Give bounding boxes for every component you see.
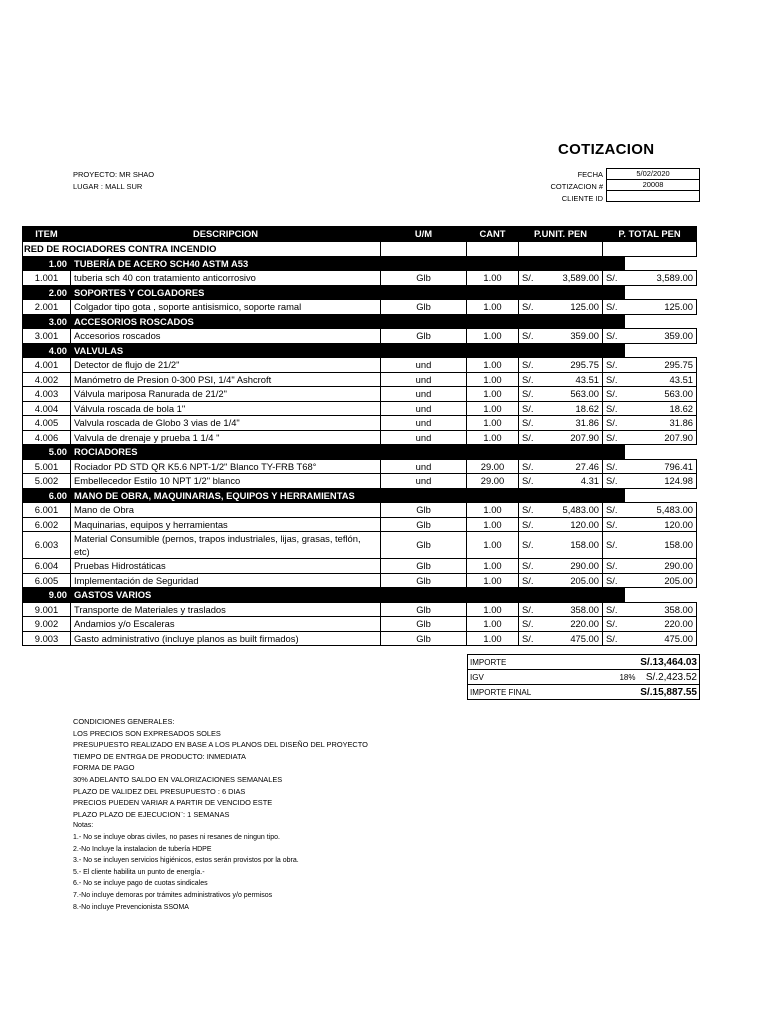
currency-symbol: S/. — [603, 271, 625, 286]
currency-symbol: S/. — [603, 517, 625, 532]
currency-symbol: S/. — [519, 573, 541, 588]
conditions-title: CONDICIONES GENERALES: — [73, 717, 175, 726]
section-code: 1.00 — [23, 256, 71, 271]
currency-symbol: S/. — [519, 430, 541, 445]
item-unit: und — [381, 430, 467, 445]
unit-price: 563.00 — [541, 387, 603, 402]
total-price: 207.90 — [625, 430, 697, 445]
section-code: 4.00 — [23, 343, 71, 358]
quote-number-value: 20008 — [607, 180, 700, 191]
currency-symbol: S/. — [519, 559, 541, 574]
item-quantity: 1.00 — [467, 532, 519, 559]
item-code: 6.004 — [23, 559, 71, 574]
currency-symbol: S/. — [519, 416, 541, 431]
section-empty-cell — [541, 343, 625, 358]
currency-symbol: S/. — [519, 459, 541, 474]
header-quantity: CANT — [467, 227, 519, 242]
currency-symbol: S/. — [519, 602, 541, 617]
unit-price: 120.00 — [541, 517, 603, 532]
document-title: COTIZACION — [558, 141, 655, 158]
unit-price: 358.00 — [541, 602, 603, 617]
condition-line: FORMA DE PAGO — [73, 763, 135, 773]
unit-price: 158.00 — [541, 532, 603, 559]
item-description: Maquinarias, equipos y herramientas — [71, 517, 381, 532]
item-code: 6.002 — [23, 517, 71, 532]
item-code: 4.003 — [23, 387, 71, 402]
quote-number-label: COTIZACION # — [550, 182, 603, 191]
total-price: 290.00 — [625, 559, 697, 574]
item-description: Gasto administrativo (incluye planos as built firmados) — [71, 631, 381, 646]
currency-symbol: S/. — [603, 416, 625, 431]
currency-symbol: S/. — [519, 372, 541, 387]
section-code: 2.00 — [23, 285, 71, 300]
section-empty-cell — [467, 343, 541, 358]
item-description: Transporte de Materiales y traslados — [71, 602, 381, 617]
section-empty-cell — [381, 285, 467, 300]
currency-symbol: S/. — [603, 573, 625, 588]
total-price: 796.41 — [625, 459, 697, 474]
totals-percent — [558, 685, 638, 700]
section-code: 5.00 — [23, 445, 71, 460]
condition-line: PRECIOS PUEDEN VARIAR A PARTIR DE VENCIDO ESTE — [73, 798, 273, 808]
section-row — [23, 343, 697, 358]
unit-price: 359.00 — [541, 329, 603, 344]
total-price: 3,589.00 — [625, 271, 697, 286]
section-empty-cell — [541, 285, 625, 300]
table-row — [23, 573, 697, 588]
totals-value: S/.13,464.03 — [638, 655, 700, 670]
unit-price: 27.46 — [541, 459, 603, 474]
item-description: Válvula mariposa Ranurada de 21/2" — [71, 387, 381, 402]
item-quantity: 1.00 — [467, 573, 519, 588]
currency-symbol: S/. — [603, 387, 625, 402]
item-description: Valvula roscada de Globo 3 vias de 1/4" — [71, 416, 381, 431]
item-description: Accesorios roscados — [71, 329, 381, 344]
table-row — [23, 617, 697, 632]
item-description: Manómetro de Presion 0-300 PSI, 1/4" Ashcroft — [71, 372, 381, 387]
item-code: 4.006 — [23, 430, 71, 445]
currency-symbol: S/. — [519, 271, 541, 286]
currency-symbol: S/. — [519, 517, 541, 532]
item-code: 6.005 — [23, 573, 71, 588]
item-description: Rociador PD STD QR K5.6 NPT-1/2" Blanco TY-FRB T68° — [71, 459, 381, 474]
condition-line: LOS PRECIOS SON EXPRESADOS SOLES — [73, 728, 221, 738]
item-unit: Glb — [381, 617, 467, 632]
item-unit: und — [381, 474, 467, 489]
unit-price: 205.00 — [541, 573, 603, 588]
currency-symbol: S/. — [519, 532, 541, 559]
currency-symbol: S/. — [519, 401, 541, 416]
quote-meta-labels — [520, 169, 603, 205]
item-code: 2.001 — [23, 300, 71, 315]
main-section-title: RED DE ROCIADORES CONTRA INCENDIO — [23, 242, 381, 257]
item-code: 4.005 — [23, 416, 71, 431]
section-empty-cell — [467, 256, 541, 271]
totals-percent — [558, 655, 638, 670]
total-price: 220.00 — [625, 617, 697, 632]
total-price: 158.00 — [625, 532, 697, 559]
item-code: 4.001 — [23, 358, 71, 373]
total-price: 205.00 — [625, 573, 697, 588]
note-line: 3.- No se incluyen servicios higiénicos, estos serán provistos por la obra. — [73, 857, 299, 865]
section-empty-cell — [467, 488, 541, 503]
condition-line: 30% ADELANTO SALDO EN VALORIZACIONES SEMANALES — [73, 774, 283, 784]
item-description: tuberia sch 40 con tratamiento anticorrosivo — [71, 271, 381, 286]
unit-price: 43.51 — [541, 372, 603, 387]
main-section-row — [23, 242, 697, 257]
condition-line: PRESUPUESTO REALIZADO EN BASE A LOS PLANOS DEL DISEÑO DEL PROYECTO — [73, 740, 368, 750]
section-empty-cell — [541, 488, 625, 503]
section-row — [23, 445, 697, 460]
item-description: Mano de Obra — [71, 503, 381, 518]
item-quantity: 1.00 — [467, 517, 519, 532]
condition-line: PLAZO DE VALIDEZ DEL PRESUPUESTO : 6 DIAS — [73, 786, 246, 796]
section-name: TUBERÍA DE ACERO SCH40 ASTM A53 — [71, 256, 381, 271]
quote-items-table — [22, 226, 697, 646]
table-row — [23, 329, 697, 344]
currency-symbol: S/. — [519, 474, 541, 489]
note-line: 2.-No Incluye la instalacion de tubería HDPE — [73, 845, 212, 853]
item-quantity: 1.00 — [467, 430, 519, 445]
total-price: 124.98 — [625, 474, 697, 489]
general-conditions — [73, 716, 368, 913]
item-description: Colgador tipo gota , soporte antisismico, soporte ramal — [71, 300, 381, 315]
section-row — [23, 256, 697, 271]
currency-symbol: S/. — [519, 631, 541, 646]
item-description: Pruebas Hidrostáticas — [71, 559, 381, 574]
total-price: 475.00 — [625, 631, 697, 646]
note-line: 6.- No se incluye pago de cuotas sindicales — [73, 880, 208, 888]
total-price: 295.75 — [625, 358, 697, 373]
totals-box — [467, 654, 700, 700]
currency-symbol: S/. — [603, 602, 625, 617]
section-row — [23, 314, 697, 329]
currency-symbol: S/. — [603, 559, 625, 574]
table-row — [23, 559, 697, 574]
section-code: 6.00 — [23, 488, 71, 503]
item-unit: Glb — [381, 602, 467, 617]
item-code: 3.001 — [23, 329, 71, 344]
item-unit: und — [381, 372, 467, 387]
currency-symbol: S/. — [603, 358, 625, 373]
section-name: ROCIADORES — [71, 445, 381, 460]
total-price: 43.51 — [625, 372, 697, 387]
item-unit: und — [381, 459, 467, 474]
item-quantity: 1.00 — [467, 401, 519, 416]
item-quantity: 29.00 — [467, 459, 519, 474]
totals-label: IGV — [468, 670, 558, 685]
date-value: 5/02/2020 — [607, 169, 700, 180]
totals-row — [468, 685, 700, 700]
section-name: ACCESORIOS ROSCADOS — [71, 314, 381, 329]
currency-symbol: S/. — [603, 372, 625, 387]
unit-price: 4.31 — [541, 474, 603, 489]
unit-price: 18.62 — [541, 401, 603, 416]
table-row — [23, 416, 697, 431]
section-empty-cell — [541, 256, 625, 271]
section-empty-cell — [381, 488, 467, 503]
item-code: 6.001 — [23, 503, 71, 518]
location-label: LUGAR : MALL SUR — [73, 182, 143, 191]
currency-symbol: S/. — [603, 631, 625, 646]
section-code: 3.00 — [23, 314, 71, 329]
unit-price: 290.00 — [541, 559, 603, 574]
item-quantity: 1.00 — [467, 358, 519, 373]
item-description: Detector de flujo de 21/2" — [71, 358, 381, 373]
unit-price: 475.00 — [541, 631, 603, 646]
table-row — [23, 372, 697, 387]
totals-label: IMPORTE — [468, 655, 558, 670]
item-description: Andamios y/o Escaleras — [71, 617, 381, 632]
total-price: 125.00 — [625, 300, 697, 315]
condition-line: TIEMPO DE ENTRGA DE PRODUCTO: INMEDIATA — [73, 751, 246, 761]
item-description: Implementación de Seguridad — [71, 573, 381, 588]
section-empty-cell — [467, 314, 541, 329]
section-row — [23, 588, 697, 603]
totals-percent: 18% — [558, 670, 638, 685]
section-name: GASTOS VARIOS — [71, 588, 381, 603]
item-quantity: 1.00 — [467, 416, 519, 431]
section-empty-cell — [381, 588, 467, 603]
total-price: 359.00 — [625, 329, 697, 344]
item-description: Embellecedor Estilo 10 NPT 1/2" blanco — [71, 474, 381, 489]
table-row — [23, 430, 697, 445]
item-unit: Glb — [381, 631, 467, 646]
note-line: 5.- El cliente habilita un punto de energía.- — [73, 868, 205, 876]
item-unit: Glb — [381, 503, 467, 518]
item-code: 5.002 — [23, 474, 71, 489]
currency-symbol: S/. — [603, 474, 625, 489]
total-price: 563.00 — [625, 387, 697, 402]
unit-price: 220.00 — [541, 617, 603, 632]
header-unit: U/M — [381, 227, 467, 242]
item-code: 4.004 — [23, 401, 71, 416]
section-name: MANO DE OBRA, MAQUINARIAS, EQUIPOS Y HERRAMIENTAS — [71, 488, 381, 503]
table-row — [23, 517, 697, 532]
table-row — [23, 474, 697, 489]
item-code: 4.002 — [23, 372, 71, 387]
item-quantity: 1.00 — [467, 602, 519, 617]
section-empty-cell — [541, 445, 625, 460]
section-row — [23, 285, 697, 300]
section-empty-cell — [381, 314, 467, 329]
section-name: SOPORTES Y COLGADORES — [71, 285, 381, 300]
section-row — [23, 488, 697, 503]
currency-symbol: S/. — [519, 617, 541, 632]
header-total-price: P. TOTAL PEN — [603, 227, 697, 242]
table-row — [23, 503, 697, 518]
item-quantity: 1.00 — [467, 559, 519, 574]
currency-symbol: S/. — [603, 503, 625, 518]
item-unit: Glb — [381, 300, 467, 315]
section-code: 9.00 — [23, 588, 71, 603]
section-empty-cell — [467, 285, 541, 300]
item-quantity: 1.00 — [467, 503, 519, 518]
notes-title: Notas: — [73, 822, 94, 830]
header-item: ITEM — [23, 227, 71, 242]
header-description: DESCRIPCION — [71, 227, 381, 242]
item-description: Valvula de drenaje y prueba 1 1/4 " — [71, 430, 381, 445]
client-id-label: CLIENTE ID — [561, 194, 603, 203]
table-row — [23, 602, 697, 617]
currency-symbol: S/. — [603, 617, 625, 632]
unit-price: 207.90 — [541, 430, 603, 445]
unit-price: 5,483.00 — [541, 503, 603, 518]
table-row — [23, 631, 697, 646]
condition-line: PLAZO PLAZO DE EJECUCION¨: 1 SEMANAS — [73, 809, 230, 819]
item-unit: Glb — [381, 559, 467, 574]
item-unit: und — [381, 401, 467, 416]
item-unit: und — [381, 358, 467, 373]
section-empty-cell — [541, 314, 625, 329]
item-unit: Glb — [381, 329, 467, 344]
item-code: 1.001 — [23, 271, 71, 286]
item-quantity: 1.00 — [467, 387, 519, 402]
section-empty-cell — [381, 256, 467, 271]
table-row — [23, 532, 697, 559]
item-quantity: 29.00 — [467, 474, 519, 489]
section-empty-cell — [381, 343, 467, 358]
total-price: 5,483.00 — [625, 503, 697, 518]
currency-symbol: S/. — [603, 401, 625, 416]
unit-price: 125.00 — [541, 300, 603, 315]
item-quantity: 1.00 — [467, 329, 519, 344]
section-empty-cell — [541, 588, 625, 603]
table-row — [23, 401, 697, 416]
totals-row — [468, 655, 700, 670]
section-empty-cell — [467, 588, 541, 603]
quote-meta-values — [606, 168, 700, 202]
item-code: 9.003 — [23, 631, 71, 646]
item-code: 5.001 — [23, 459, 71, 474]
note-line: 7.-No incluye demoras por trámites administrativos y/o permisos — [73, 891, 273, 899]
item-unit: Glb — [381, 271, 467, 286]
currency-symbol: S/. — [603, 430, 625, 445]
total-price: 31.86 — [625, 416, 697, 431]
table-row — [23, 387, 697, 402]
currency-symbol: S/. — [519, 503, 541, 518]
note-line: 8.-No incluye Prevencionista SSOMA — [73, 903, 189, 911]
unit-price: 3,589.00 — [541, 271, 603, 286]
item-code: 6.003 — [23, 532, 71, 559]
currency-symbol: S/. — [519, 358, 541, 373]
item-quantity: 1.00 — [467, 300, 519, 315]
totals-row — [468, 670, 700, 685]
currency-symbol: S/. — [519, 300, 541, 315]
project-info — [73, 169, 154, 193]
item-unit: Glb — [381, 573, 467, 588]
table-row — [23, 300, 697, 315]
totals-value: S/.2,423.52 — [638, 670, 700, 685]
item-unit: und — [381, 387, 467, 402]
item-description: Válvula roscada de bola 1" — [71, 401, 381, 416]
currency-symbol: S/. — [603, 532, 625, 559]
item-description: Material Consumible (pernos, trapos industriales, lijas, grasas, teflón, etc) — [71, 532, 381, 559]
item-quantity: 1.00 — [467, 271, 519, 286]
client-id-value — [607, 191, 700, 202]
item-unit: Glb — [381, 532, 467, 559]
section-empty-cell — [467, 445, 541, 460]
item-unit: Glb — [381, 517, 467, 532]
item-quantity: 1.00 — [467, 631, 519, 646]
total-price: 18.62 — [625, 401, 697, 416]
totals-value: S/.15,887.55 — [638, 685, 700, 700]
table-row — [23, 358, 697, 373]
unit-price: 295.75 — [541, 358, 603, 373]
section-empty-cell — [381, 445, 467, 460]
currency-symbol: S/. — [603, 300, 625, 315]
table-row — [23, 271, 697, 286]
date-label: FECHA — [577, 170, 603, 179]
item-unit: und — [381, 416, 467, 431]
item-quantity: 1.00 — [467, 372, 519, 387]
currency-symbol: S/. — [603, 329, 625, 344]
totals-label: IMPORTE FINAL — [468, 685, 558, 700]
header-unit-price: P.UNIT. PEN — [519, 227, 603, 242]
unit-price: 31.86 — [541, 416, 603, 431]
note-line: 1.- No se incluye obras civiles, no pases ni resanes de ningun tipo. — [73, 833, 281, 841]
section-name: VALVULAS — [71, 343, 381, 358]
table-row — [23, 459, 697, 474]
total-price: 120.00 — [625, 517, 697, 532]
item-quantity: 1.00 — [467, 617, 519, 632]
item-code: 9.002 — [23, 617, 71, 632]
total-price: 358.00 — [625, 602, 697, 617]
table-header-row — [23, 227, 697, 242]
currency-symbol: S/. — [519, 329, 541, 344]
project-label: PROYECTO: MR SHAO — [73, 170, 155, 179]
currency-symbol: S/. — [603, 459, 625, 474]
currency-symbol: S/. — [519, 387, 541, 402]
item-code: 9.001 — [23, 602, 71, 617]
